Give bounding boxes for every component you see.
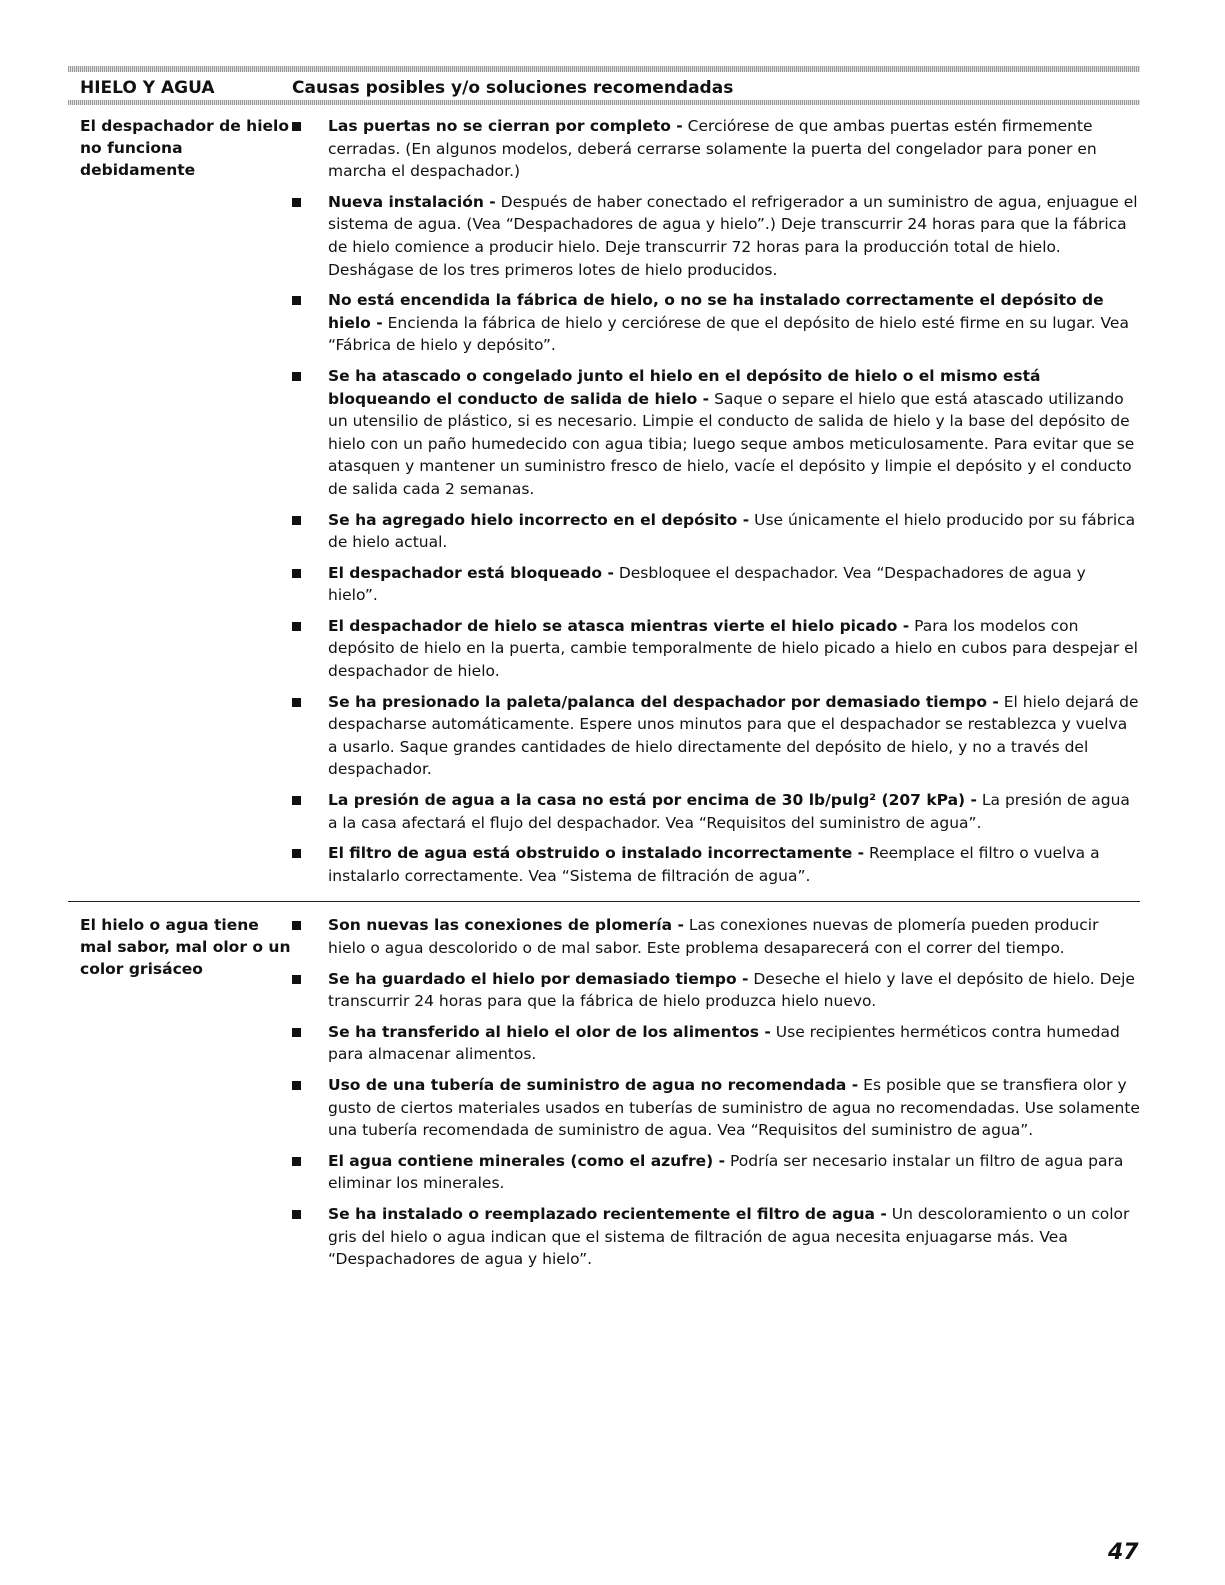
solution-item bbox=[292, 562, 1140, 607]
cause-label: Uso de una tubería de suministro de agua no recomendada - bbox=[328, 1075, 859, 1094]
solution-text: El hielo dejará de despacharse automáticamente. Espere unos minutos para que el despachador se restablezca y vuelva a usarlo. Saque grandes cantidades de hielo directamente del depósito de hielo, y no a través del despachador. bbox=[328, 692, 1139, 779]
solution-item bbox=[292, 509, 1140, 554]
solution-item bbox=[292, 789, 1140, 834]
solution-text: Deseche el hielo y lave el depósito de hielo. Deje transcurrir 24 horas para que la fábrica de hielo produzca hielo nuevo. bbox=[328, 969, 1135, 1011]
cause-label: Se ha instalado o reemplazado recientemente el filtro de agua - bbox=[328, 1204, 887, 1223]
solution-item bbox=[292, 615, 1140, 683]
sections-container bbox=[68, 102, 1140, 1279]
cause-label: Nueva instalación - bbox=[328, 192, 496, 211]
solution-text: Las conexiones nuevas de plomería pueden producir hielo o agua descolorido o de mal sabor. Este problema desaparecerá con el correr del tiempo. bbox=[328, 916, 1099, 957]
solution-text: Después de haber conectado el refrigerador a un suministro de agua, enjuague el sistema de agua. (Vea “Despachadores de agua y hielo”.) Deje transcurrir 24 horas para que la fábrica de hielo comience a producir hielo. Deje transcurrir 72 horas para la producción total de hielo. Deshágase de los tres primeros lotes de hielo producidos. bbox=[328, 192, 1138, 279]
square-bullet-icon bbox=[292, 921, 301, 930]
solution-text: La presión de agua a la casa afectará el flujo del despachador. Vea “Requisitos del suministro de agua”. bbox=[328, 791, 1130, 832]
solution-item bbox=[292, 1074, 1140, 1142]
solution-item bbox=[292, 365, 1140, 501]
solution-item bbox=[292, 289, 1140, 357]
solution-text: Podría ser necesario instalar un filtro de agua para eliminar los minerales. bbox=[328, 1151, 1124, 1193]
solution-item bbox=[292, 842, 1140, 887]
cause-label: El despachador está bloqueado - bbox=[328, 563, 614, 582]
solution-text: Use recipientes herméticos contra humedad para almacenar alimentos. bbox=[328, 1022, 1120, 1064]
solution-text: Reemplace el filtro o vuelva a instalarlo correctamente. Vea “Sistema de filtración de agua”. bbox=[328, 844, 1100, 885]
solution-text: Para los modelos con depósito de hielo en la puerta, cambie temporalmente de hielo picado a hielo en cubos para despejar el despachador de hielo. bbox=[328, 616, 1138, 681]
problem-title: El hielo o agua tiene mal sabor, mal olor o un color grisáceo bbox=[80, 916, 291, 979]
cause-label: Se ha atascado o congelado junto el hielo en el depósito de hielo o el mismo está bloqueando el conducto de salida de hielo - bbox=[328, 366, 1041, 408]
square-bullet-icon bbox=[292, 516, 301, 525]
solution-item bbox=[292, 968, 1140, 1013]
square-bullet-icon bbox=[292, 849, 301, 858]
cause-label: Se ha agregado hielo incorrecto en el depósito - bbox=[328, 510, 750, 529]
header-category: HIELO Y AGUA bbox=[80, 78, 215, 98]
square-bullet-icon bbox=[292, 198, 301, 207]
solution-text: Encienda la fábrica de hielo y cerciórese de que el depósito de hielo esté firme en su lugar. Vea “Fábrica de hielo y depósito”. bbox=[328, 313, 1129, 355]
cause-label: No está encendida la fábrica de hielo, o no se ha instalado correctamente el depósito de hielo - bbox=[328, 291, 1104, 332]
troubleshooting-table bbox=[68, 66, 1140, 1279]
solution-item bbox=[292, 1203, 1140, 1271]
solution-text: Use únicamente el hielo producido por su fábrica de hielo actual. bbox=[328, 510, 1136, 552]
square-bullet-icon bbox=[292, 1157, 301, 1166]
cause-label: Se ha presionado la paleta/palanca del despachador por demasiado tiempo - bbox=[328, 692, 999, 711]
solution-item bbox=[292, 1021, 1140, 1066]
solution-list bbox=[292, 115, 1140, 895]
solution-item bbox=[292, 115, 1140, 183]
cause-label: El despachador de hielo se atasca mientras vierte el hielo picado - bbox=[328, 616, 910, 635]
square-bullet-icon bbox=[292, 372, 301, 381]
square-bullet-icon bbox=[292, 1210, 301, 1219]
solution-item bbox=[292, 691, 1140, 781]
header-bottom-rule bbox=[68, 100, 1140, 105]
square-bullet-icon bbox=[292, 1081, 301, 1090]
cause-label: Se ha guardado el hielo por demasiado tiempo - bbox=[328, 969, 749, 988]
solution-text: Saque o separe el hielo que está atascado utilizando un utensilio de plástico, si es necesario. Limpie el conducto de salida de hielo y la base del depósito de hielo con un paño humedecido con agua tibia; luego seque ambos meticulosamente. Para evitar que se atasquen y mantener un suministro fresco de hielo, vacíe el depósito y limpie el depósito y el conducto de salida cada 2 semanas. bbox=[328, 389, 1135, 498]
solution-text: Cerciórese de que ambas puertas estén firmemente cerradas. (En algunos modelos, deberá cerrarse solamente la puerta del congelador para poner en marcha el despachador.) bbox=[328, 117, 1097, 181]
solution-item bbox=[292, 1150, 1140, 1195]
square-bullet-icon bbox=[292, 122, 301, 131]
cause-label: Se ha transferido al hielo el olor de los alimentos - bbox=[328, 1022, 771, 1041]
page-number: 47 bbox=[1108, 1540, 1139, 1565]
square-bullet-icon bbox=[292, 796, 301, 805]
square-bullet-icon bbox=[292, 1028, 301, 1037]
header-solutions: Causas posibles y/o soluciones recomendadas bbox=[292, 78, 734, 98]
solution-text: Un descoloramiento o un color gris del hielo o agua indican que el sistema de filtración de agua necesita enjuagarse más. Vea “Despachadores de agua y hielo”. bbox=[328, 1204, 1130, 1269]
cause-label: El filtro de agua está obstruido o instalado incorrectamente - bbox=[328, 844, 865, 863]
header-top-rule bbox=[68, 66, 1140, 72]
solution-item bbox=[292, 914, 1140, 959]
solution-text: Desbloquee el despachador. Vea “Despachadores de agua y hielo”. bbox=[328, 563, 1086, 605]
problem-section bbox=[68, 901, 1140, 1278]
square-bullet-icon bbox=[292, 296, 301, 305]
square-bullet-icon bbox=[292, 975, 301, 984]
square-bullet-icon bbox=[292, 569, 301, 578]
problem-title: El despachador de hielo no funciona debidamente bbox=[80, 117, 289, 179]
square-bullet-icon bbox=[292, 698, 301, 707]
cause-label: Son nuevas las conexiones de plomería - bbox=[328, 916, 684, 935]
solution-item bbox=[292, 191, 1140, 281]
problem-section bbox=[68, 102, 1140, 895]
table-header bbox=[68, 66, 1140, 102]
cause-label: El agua contiene minerales (como el azufre) - bbox=[328, 1151, 726, 1170]
square-bullet-icon bbox=[292, 622, 301, 631]
cause-label: La presión de agua a la casa no está por encima de 30 lb/pulg² (207 kPa) - bbox=[328, 791, 977, 810]
solution-list bbox=[292, 914, 1140, 1278]
cause-label: Las puertas no se cierran por completo - bbox=[328, 117, 683, 135]
solution-text: Es posible que se transfiera olor y gusto de ciertos materiales usados en tuberías de suministro de agua no recomendadas. Use solamente una tubería recomendada de suministro de agua. Vea “Requisitos del suministro de agua”. bbox=[328, 1075, 1140, 1140]
